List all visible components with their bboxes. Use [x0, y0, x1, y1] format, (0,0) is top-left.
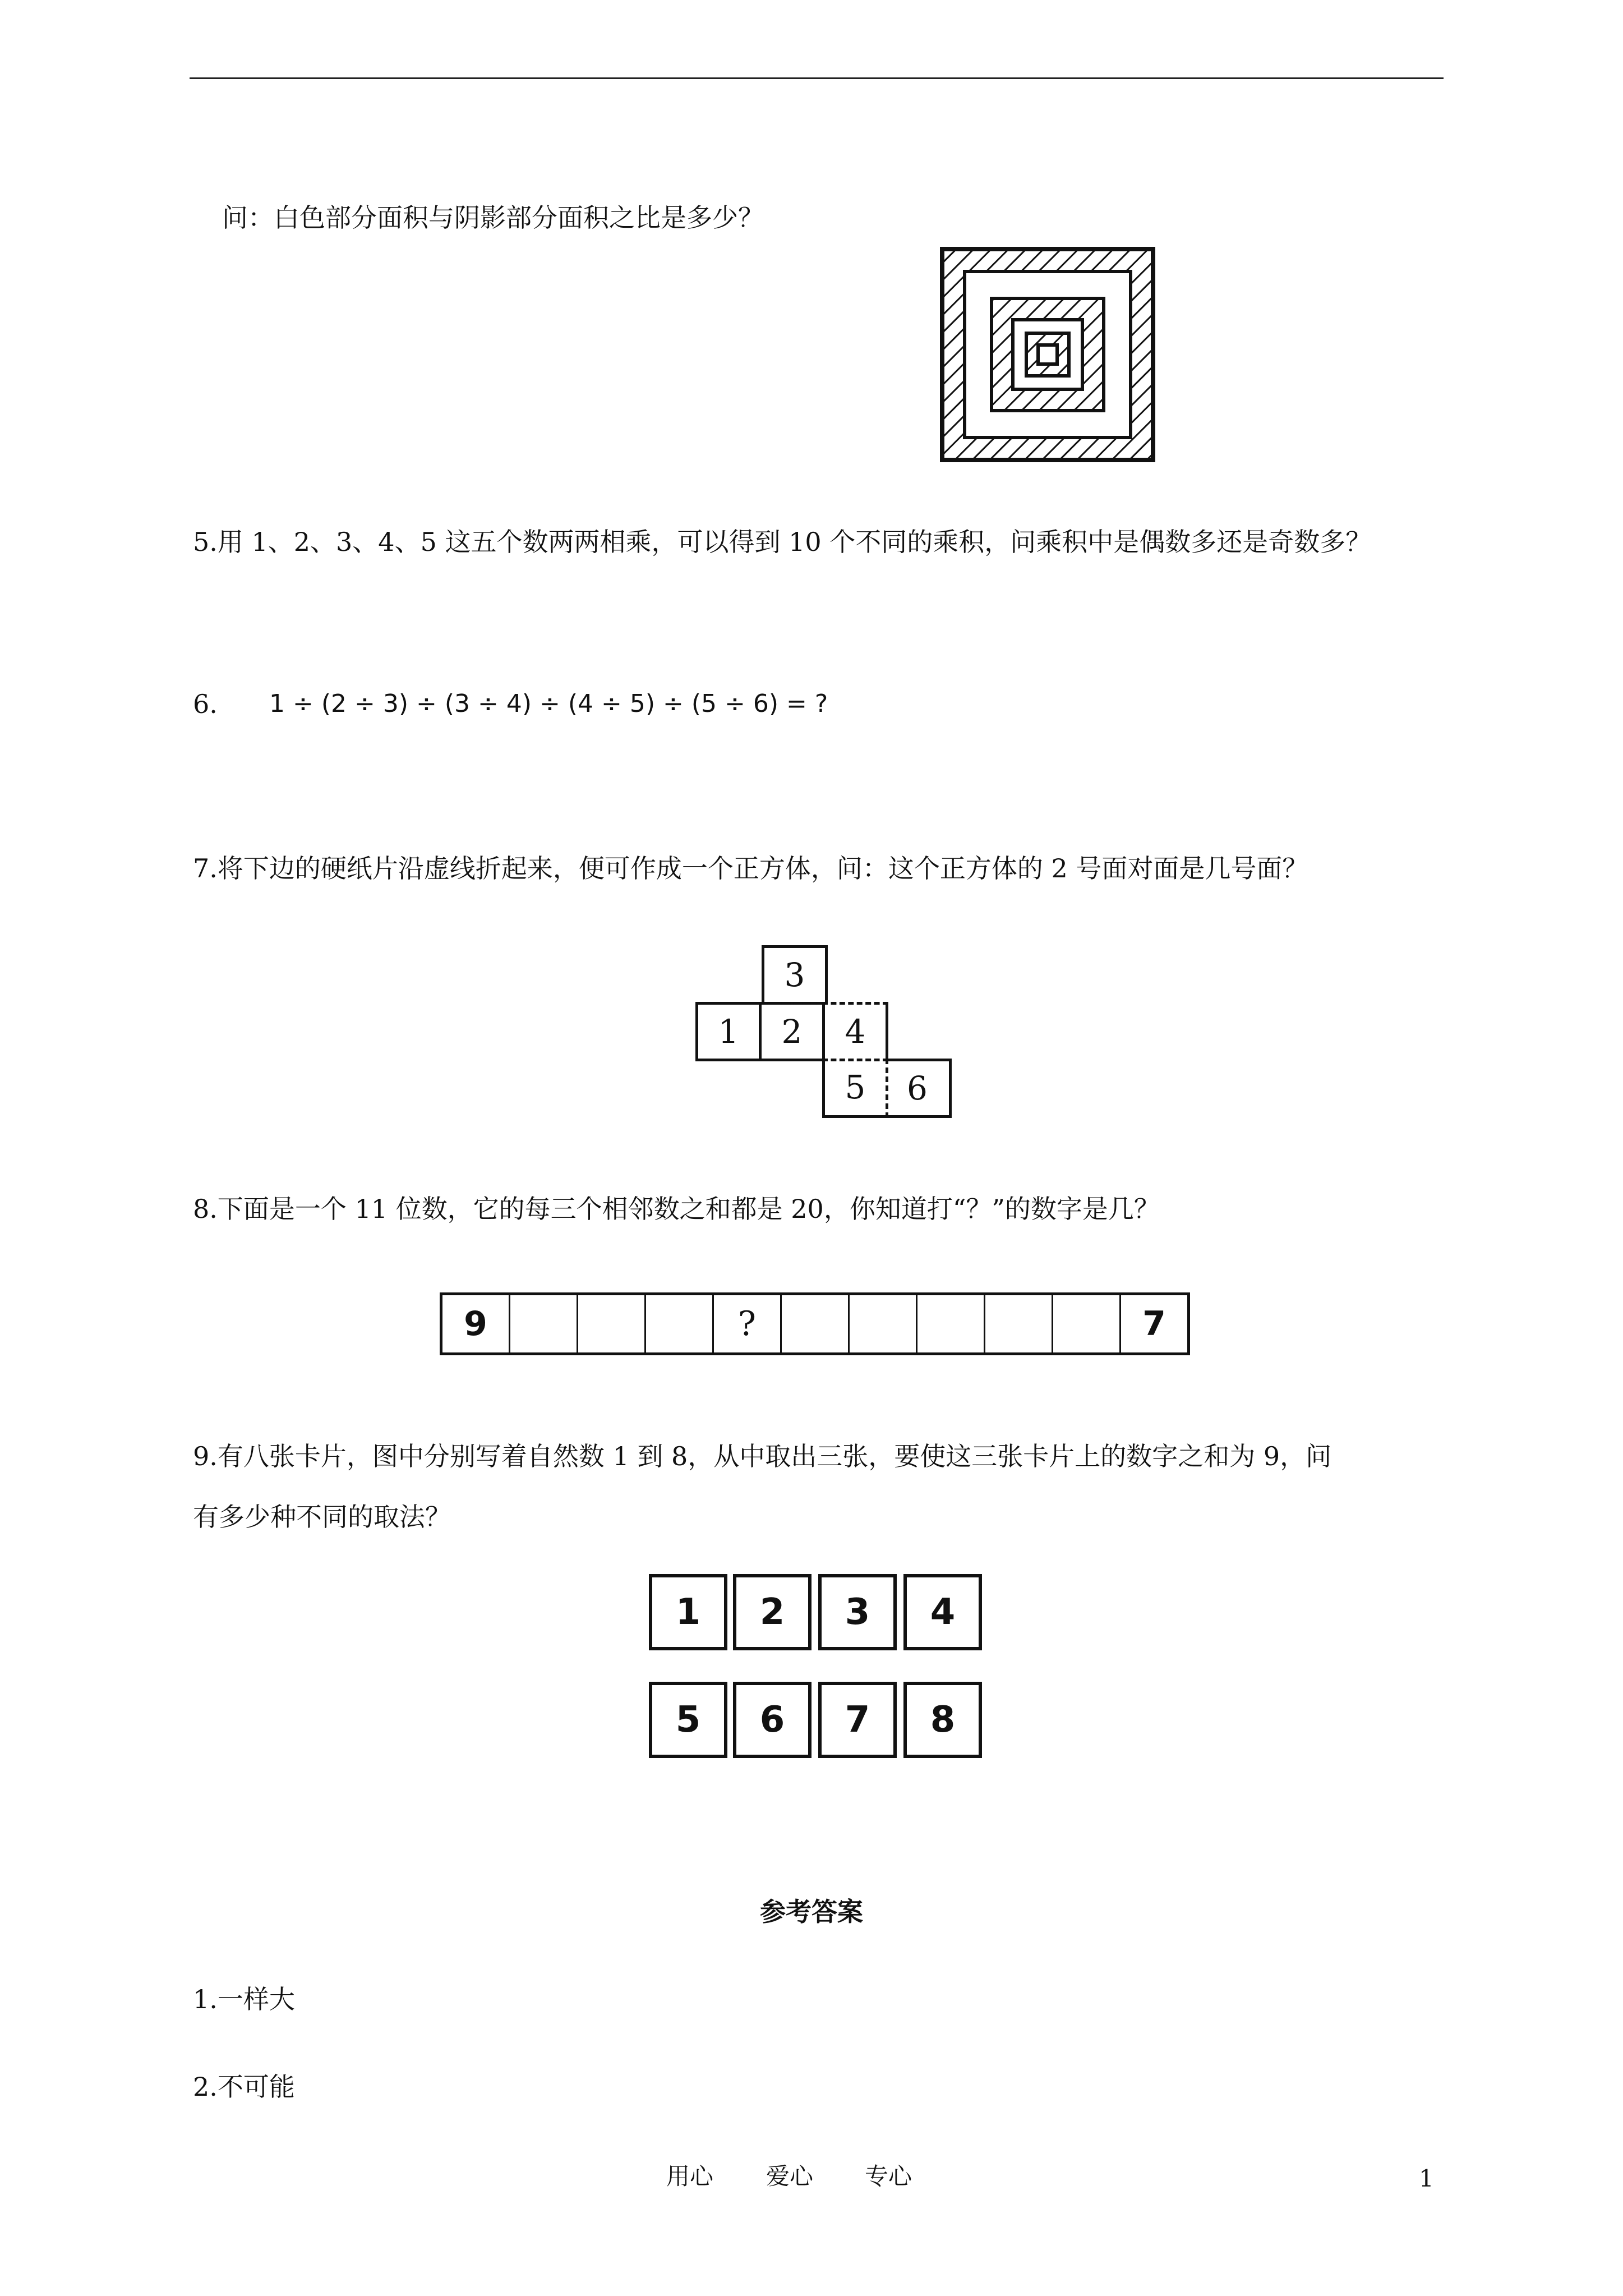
q9-line-1: 9.有八张卡片，图中分别写着自然数 1 到 8，从中取出三张，要使这三张卡片上的数字之和为 9，问 — [193, 1441, 1332, 1471]
page-number: 1 — [1419, 2165, 1434, 2192]
q9-line-2: 有多少种不同的取法？ — [193, 1502, 451, 1532]
digit-cell-9 — [985, 1295, 1053, 1352]
card-5: 5 — [649, 1682, 727, 1758]
cube-face-3: 3 — [762, 945, 828, 1005]
digit-cell-6 — [782, 1295, 850, 1352]
cube-face-2: 2 — [759, 1002, 825, 1061]
answer-2: 2.不可能 — [193, 2072, 295, 2102]
digit-cell-11: 7 — [1142, 1304, 1166, 1343]
footer-item-zhuanxin: 专心 — [865, 2162, 912, 2190]
digit-cell-3 — [578, 1295, 646, 1352]
card-6: 6 — [733, 1682, 811, 1758]
q6-number: 6. — [193, 689, 218, 719]
digit-cell-4 — [646, 1295, 714, 1352]
footer-item-yongxin: 用心 — [666, 2162, 714, 2190]
answers-title: 参考答案 — [760, 1897, 863, 1927]
digit-cell-1: 9 — [442, 1295, 510, 1352]
header-rule — [190, 77, 1444, 79]
digit-cell-10 — [1053, 1295, 1121, 1352]
q6-expression: 1 ÷ (2 ÷ 3) ÷ (3 ÷ 4) ÷ (4 ÷ 5) ÷ (5 ÷ 6) = ? — [269, 689, 828, 718]
cube-face-4: 4 — [822, 1002, 888, 1061]
q8-text: 8.下面是一个 11 位数，它的每三个相邻数之和都是 20，你知道打“？”的数字是几？ — [193, 1194, 1160, 1224]
digit-cell-8 — [917, 1295, 985, 1352]
card-2: 2 — [733, 1574, 811, 1650]
digit-cell-5: ? — [714, 1295, 782, 1352]
nested-squares-figure — [940, 247, 1155, 462]
card-3: 3 — [818, 1574, 897, 1650]
square-6-white — [1038, 345, 1057, 364]
cube-face-5: 5 — [822, 1059, 888, 1118]
card-4: 4 — [903, 1574, 982, 1650]
eleven-digit-strip — [440, 1292, 1190, 1355]
q7-text: 7.将下边的硬纸片沿虚线折起来，便可作成一个正方体，问：这个正方体的 2 号面对面是几号面？ — [193, 853, 1308, 884]
card-1: 1 — [649, 1574, 727, 1650]
digit-cell-7 — [850, 1295, 917, 1352]
footer-item-aixin: 爱心 — [766, 2162, 814, 2190]
answer-1: 1.一样大 — [193, 1984, 295, 2014]
q4-question: 问：白色部分面积与阴影部分面积之比是多少？ — [222, 203, 764, 233]
cube-face-6: 6 — [886, 1059, 952, 1118]
card-7: 7 — [818, 1682, 897, 1758]
cube-face-1: 1 — [695, 1002, 762, 1061]
q5-text: 5.用 1、2、3、4、5 这五个数两两相乘，可以得到 10 个不同的乘积，问乘积中是偶数多还是奇数多？ — [193, 527, 1372, 557]
card-8: 8 — [903, 1682, 982, 1758]
digit-cell-2 — [510, 1295, 578, 1352]
